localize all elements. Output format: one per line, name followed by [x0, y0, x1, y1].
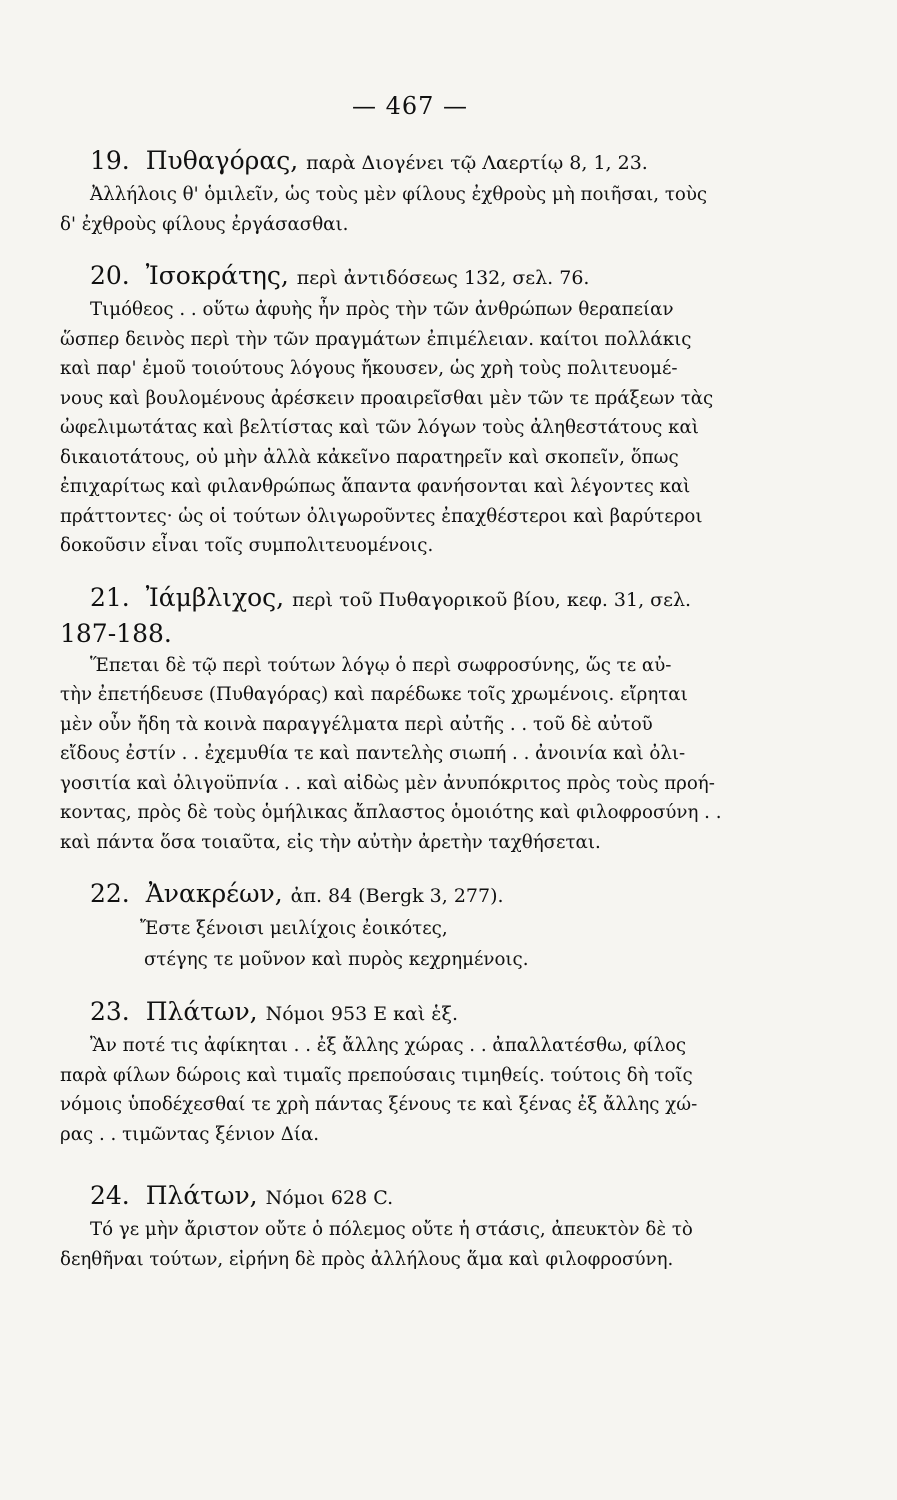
author: Πυθαγόρας, [145, 146, 299, 175]
quote-line: μὲν οὖν ἤδη τὰ κοινὰ παραγγέλματα περὶ αὐτῆς . . τοῦ δὲ αὐτοῦ [60, 713, 653, 735]
quote-line: Ἂν ποτέ τις ἀφίκηται . . ἐξ ἄλλης χώρας . . ἀπαλλατέσθω, φίλος [90, 1035, 687, 1056]
entry-23 [60, 995, 760, 1149]
entry-number: 23. [90, 997, 130, 1026]
entry-heading [60, 877, 760, 913]
author: Ἰσοκράτης, [145, 261, 289, 290]
page [60, 92, 760, 1294]
quote-line: παρὰ φίλων δώροις καὶ τιμαῖς πρεπούσαις τιμηθείς. τούτοις δὴ τοῖς [60, 1064, 693, 1086]
quote-line: ὥσπερ δεινὸς περὶ τὴν τῶν πραγμάτων ἐπιμέλειαν. καίτοι πολλάκις [60, 328, 692, 350]
verse [60, 913, 760, 975]
quote-line: κοντας, πρὸς δὲ τοὺς ὁμήλικας ἄπλαστος ὁμοιότης καὶ φιλοφροσύνη . . [60, 802, 722, 823]
entry-24 [60, 1179, 760, 1274]
entry-number: 21. [90, 582, 130, 612]
source: παρὰ Διογένει τῷ Λαερτίῳ 8, 1, 23. [306, 152, 648, 174]
entry-heading [60, 995, 760, 1031]
source-continued [60, 617, 760, 651]
quote-line: Τιμόθεος . . οὕτω ἀφυὴς ἦν πρὸς τὴν τῶν ἀνθρώπων θεραπείαν [90, 299, 674, 320]
quote-line: δεηθῆναι τούτων, εἰρήνη δὲ πρὸς ἀλλήλους ἅμα καὶ φιλοφροσύνη. [60, 1248, 674, 1270]
quote-line: γοσιτία καὶ ὀλιγοϋπνία . . καὶ αἰδὼς μὲν ἀνυπόκριτος πρὸς τοὺς προή- [60, 772, 715, 794]
quote-line: Ἕπεται δὲ τῷ περὶ τούτων λόγῳ ὁ περὶ σωφροσύνης, ὥς τε αὐ- [90, 654, 672, 676]
quote-line: εἴδους ἐστίν . . ἐχεμυθία τε καὶ παντελὴς σιωπή . . ἀνοινία καὶ ὀλι- [60, 743, 686, 764]
quote-line: δικαιοτάτους, οὐ μὴν ἀλλὰ κἀκεῖνο παρατηρεῖν καὶ σκοπεῖν, ὅπως [60, 446, 679, 468]
entry-22 [60, 877, 760, 975]
quote [60, 295, 760, 561]
page-number: — 467 — [351, 92, 469, 120]
entry-number: 19. [90, 146, 130, 175]
entry-number: 24. [90, 1181, 130, 1210]
source: περὶ τοῦ Πυθαγορικοῦ βίου, κεφ. 31, σελ. [292, 588, 692, 611]
quote [60, 651, 760, 858]
verse-line: στέγης τε μοῦνον καὶ πυρὸς κεχρημένοις. [144, 949, 529, 970]
entry-heading [60, 259, 760, 295]
quote-line: τὴν ἐπετήδευσε (Πυθαγόρας) καὶ παρέδωκε τοῖς χρωμένοις. εἴρηται [60, 684, 688, 705]
quote-line: νους καὶ βουλομένους ἀρέσκειν προαιρεῖσθαι μὲν τῶν τε πράξεων τὰς [60, 387, 714, 409]
source: ἀπ. 84 (Bergk 3, 277). [290, 885, 504, 907]
source: Νόμοι 953 Ε καὶ ἑξ. [265, 1003, 459, 1025]
quote-line: δ' ἐχθροὺς φίλους ἐργάσασθαι. [60, 213, 349, 235]
quote-line: δοκοῦσιν εἶναι τοῖς συμπολιτευομένοις. [60, 535, 434, 556]
entry-number: 20. [90, 261, 130, 290]
verse-line: Ἔστε ξένοισι μειλίχοις ἐοικότες, [140, 918, 448, 939]
entry-number: 22. [90, 879, 130, 908]
quote-line: ὠφελιμωτάτας καὶ βελτίστας καὶ τῶν λόγων τοὺς ἀληθεστάτους καὶ [60, 417, 699, 438]
quote-line: πράττοντες· ὡς οἱ τούτων ὀλιγωροῦντες ἐπαχθέστεροι καὶ βαρύτεροι [60, 505, 703, 527]
entry-21 [60, 581, 760, 858]
source: περὶ ἀντιδόσεως 132, σελ. 76. [296, 267, 590, 289]
entry-19 [60, 144, 760, 239]
entry-20 [60, 259, 760, 561]
source-pages: 187-188. [60, 618, 172, 648]
quote-line: καὶ παρ' ἐμοῦ τοιούτους λόγους ἤκουσεν, ὡς χρὴ τοὺς πολιτευομέ- [60, 358, 678, 379]
quote [60, 180, 760, 239]
author: Πλάτων, [145, 997, 258, 1026]
quote [60, 1215, 760, 1274]
quote-line: νόμοις ὑποδέχεσθαί τε χρὴ πάντας ξένους τε καὶ ξένας ἐξ ἄλλης χώ- [60, 1094, 698, 1115]
quote-line: Τό γε μὴν ἄριστον οὔτε ὁ πόλεμος οὔτε ἡ στάσις, ἀπευκτὸν δὲ τὸ [90, 1219, 693, 1240]
quote-line: καὶ πάντα ὅσα τοιαῦτα, εἰς τὴν αὐτὴν ἀρετὴν ταχθήσεται. [60, 831, 601, 853]
entry-heading [60, 581, 760, 617]
quote-line: ρας . . τιμῶντας ξένιον Δία. [60, 1123, 320, 1145]
author: Πλάτων, [145, 1181, 258, 1210]
source: Νόμοι 628 C. [265, 1187, 394, 1209]
entry-heading [60, 144, 760, 180]
author: Ἰάμβλιχος, [145, 582, 285, 612]
entry-heading [60, 1179, 760, 1215]
quote [60, 1031, 760, 1149]
quote-line: Ἀλλήλοις θ' ὁμιλεῖν, ὡς τοὺς μὲν φίλους ἐχθροὺς μὴ ποιῆσαι, τοὺς [90, 184, 708, 205]
author: Ἀνακρέων, [145, 879, 283, 908]
quote-line: ἐπιχαρίτως καὶ φιλανθρώπως ἅπαντα φανήσονται καὶ λέγοντες καὶ [60, 476, 691, 497]
